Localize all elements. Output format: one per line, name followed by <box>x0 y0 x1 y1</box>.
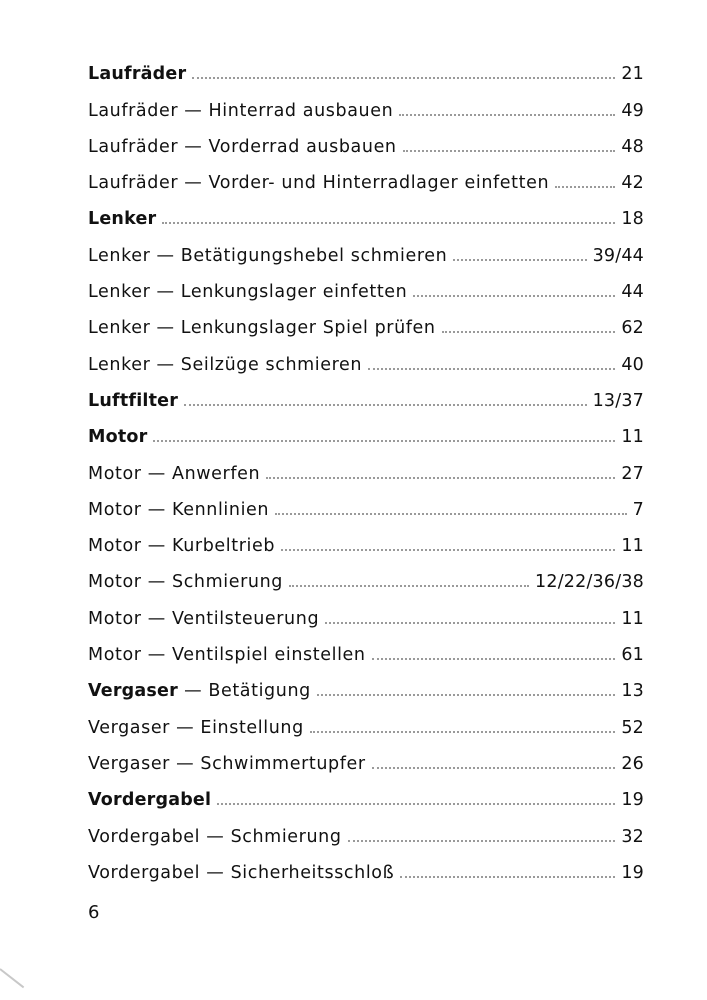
entry-page-ref: 39/44 <box>592 245 644 266</box>
entry-subtopic: — Schmierung <box>200 826 342 847</box>
entry-page-ref: 18 <box>621 209 644 230</box>
entry-keyword: Motor <box>88 463 142 484</box>
entry-page-ref: 44 <box>621 282 644 303</box>
index-entry-row <box>88 157 644 193</box>
index-entry-row <box>88 847 644 883</box>
entry-keyword: Lenker <box>88 354 151 375</box>
entry-label <box>88 209 156 229</box>
entry-label <box>88 464 260 484</box>
entry-keyword: Lenker <box>88 282 151 303</box>
dot-leader <box>317 694 615 696</box>
dot-leader <box>403 150 616 152</box>
index-entry-row <box>88 84 644 120</box>
dot-leader <box>325 622 615 624</box>
entry-keyword: Vergaser <box>88 681 178 702</box>
entry-subtopic: — Vorderrad ausbauen <box>178 136 397 157</box>
entry-keyword: Vordergabel <box>88 862 201 883</box>
index-entry-row <box>88 520 644 556</box>
entry-subtopic: — Kurbeltrieb <box>141 536 276 557</box>
entry-subtopic: — Seilzüge schmieren <box>150 354 363 375</box>
entry-keyword: Lenker <box>88 209 157 230</box>
entry-label <box>88 754 366 774</box>
entry-label <box>88 318 436 338</box>
entry-subtopic: — Hinterrad ausbauen <box>178 100 394 121</box>
dot-leader <box>275 513 627 515</box>
entry-subtopic: — Lenkungslager Spiel prüfen <box>150 318 436 339</box>
index-entry-row <box>88 738 644 774</box>
dot-leader <box>453 259 586 261</box>
entry-subtopic: — Ventilsteuerung <box>141 608 320 629</box>
entry-subtopic: — Lenkungslager einfetten <box>150 282 408 303</box>
entry-subtopic: — Einstellung <box>169 717 304 738</box>
entry-label <box>88 173 549 193</box>
dot-leader <box>368 368 615 370</box>
index-heading-row <box>88 774 644 810</box>
dot-leader <box>281 549 615 551</box>
entry-keyword: Lenker <box>88 318 151 339</box>
entry-keyword: Vergaser <box>88 717 170 738</box>
dot-leader <box>555 186 615 188</box>
dot-leader <box>400 876 615 878</box>
entry-label <box>88 500 269 520</box>
dot-leader <box>372 767 616 769</box>
page-number: 6 <box>88 902 100 923</box>
index-entry-row <box>88 484 644 520</box>
index-heading-row <box>88 665 644 701</box>
entry-subtopic: — Kennlinien <box>141 499 270 520</box>
entry-subtopic: — Anwerfen <box>141 463 261 484</box>
entry-keyword: Lenker <box>88 245 151 266</box>
dot-leader <box>442 331 616 333</box>
entry-page-ref: 11 <box>621 536 644 557</box>
entry-label <box>88 137 397 157</box>
entry-page-ref: 12/22/36/38 <box>535 572 644 593</box>
entry-label <box>88 391 178 411</box>
dot-leader <box>153 440 615 442</box>
index-heading-row <box>88 375 644 411</box>
entry-label <box>88 572 283 592</box>
dot-leader <box>192 77 615 79</box>
index-entry-row <box>88 229 644 265</box>
entry-keyword: Laufräder <box>88 136 179 157</box>
entry-keyword: Vordergabel <box>88 826 201 847</box>
index-entry-row <box>88 338 644 374</box>
index-entry-row <box>88 629 644 665</box>
index-entry-row <box>88 266 644 302</box>
entry-page-ref: 62 <box>621 318 644 339</box>
dot-leader <box>162 222 615 224</box>
entry-keyword: Laufräder <box>88 64 187 85</box>
entry-keyword: Motor <box>88 499 142 520</box>
entry-page-ref: 19 <box>621 790 644 811</box>
entry-label <box>88 681 311 701</box>
entry-page-ref: 11 <box>621 608 644 629</box>
entry-keyword: Laufräder <box>88 100 179 121</box>
entry-subtopic: — Ventilspiel einstellen <box>141 645 366 666</box>
entry-subtopic: — Schwimmertupfer <box>169 753 366 774</box>
index-entry-row <box>88 447 644 483</box>
entry-page-ref: 61 <box>621 645 644 666</box>
index-entry-row <box>88 701 644 737</box>
entry-keyword: Laufräder <box>88 173 179 194</box>
entry-keyword: Motor <box>88 608 142 629</box>
dot-leader <box>372 658 616 660</box>
index-heading-row <box>88 193 644 229</box>
entry-label <box>88 790 211 810</box>
index-entry-row <box>88 810 644 846</box>
dot-leader <box>289 585 529 587</box>
entry-label <box>88 536 275 556</box>
index-entry-row <box>88 592 644 628</box>
entry-subtopic: — Betätigungshebel schmieren <box>150 245 448 266</box>
entry-keyword: Luftfilter <box>88 390 179 411</box>
entry-subtopic: — Sicherheitsschloß <box>200 862 395 883</box>
entry-label <box>88 427 147 447</box>
dot-leader <box>266 477 615 479</box>
entry-page-ref: 26 <box>621 753 644 774</box>
entry-label <box>88 246 447 266</box>
entry-keyword: Motor <box>88 536 142 557</box>
entry-keyword: Motor <box>88 645 142 666</box>
entry-keyword: Motor <box>88 427 148 448</box>
entry-label <box>88 64 186 84</box>
dot-leader <box>310 731 616 733</box>
entry-keyword: Vordergabel <box>88 790 212 811</box>
entry-label <box>88 609 319 629</box>
entry-page-ref: 19 <box>621 862 644 883</box>
entry-label <box>88 863 394 883</box>
index-heading-row <box>88 411 644 447</box>
entry-keyword: Vergaser <box>88 753 170 774</box>
index-entry-row <box>88 121 644 157</box>
entry-page-ref: 27 <box>621 463 644 484</box>
dot-leader <box>184 404 586 406</box>
entry-page-ref: 11 <box>621 427 644 448</box>
entry-page-ref: 42 <box>621 173 644 194</box>
dot-leader <box>348 840 616 842</box>
entry-page-ref: 13/37 <box>592 390 644 411</box>
entry-label <box>88 827 342 847</box>
entry-label <box>88 282 407 302</box>
index-entry-row <box>88 302 644 338</box>
entry-label <box>88 101 393 121</box>
entry-page-ref: 49 <box>621 100 644 121</box>
entry-subtopic: — Schmierung <box>141 572 283 593</box>
scan-edge-mark <box>0 968 24 988</box>
entry-page-ref: 13 <box>621 681 644 702</box>
index-heading-row <box>88 48 644 84</box>
entry-page-ref: 21 <box>621 64 644 85</box>
dot-leader <box>399 114 615 116</box>
dot-leader <box>413 295 615 297</box>
entry-page-ref: 32 <box>621 826 644 847</box>
entry-subtopic: — Betätigung <box>177 681 311 702</box>
entry-page-ref: 52 <box>621 717 644 738</box>
entry-label <box>88 355 362 375</box>
entry-page-ref: 48 <box>621 136 644 157</box>
entry-label <box>88 718 304 738</box>
dot-leader <box>217 803 615 805</box>
entry-subtopic: — Vorder- und Hinterradlager einfetten <box>178 173 550 194</box>
index-list <box>88 48 644 883</box>
entry-page-ref: 7 <box>632 499 644 520</box>
entry-label <box>88 645 366 665</box>
entry-keyword: Motor <box>88 572 142 593</box>
entry-page-ref: 40 <box>621 354 644 375</box>
index-entry-row <box>88 556 644 592</box>
